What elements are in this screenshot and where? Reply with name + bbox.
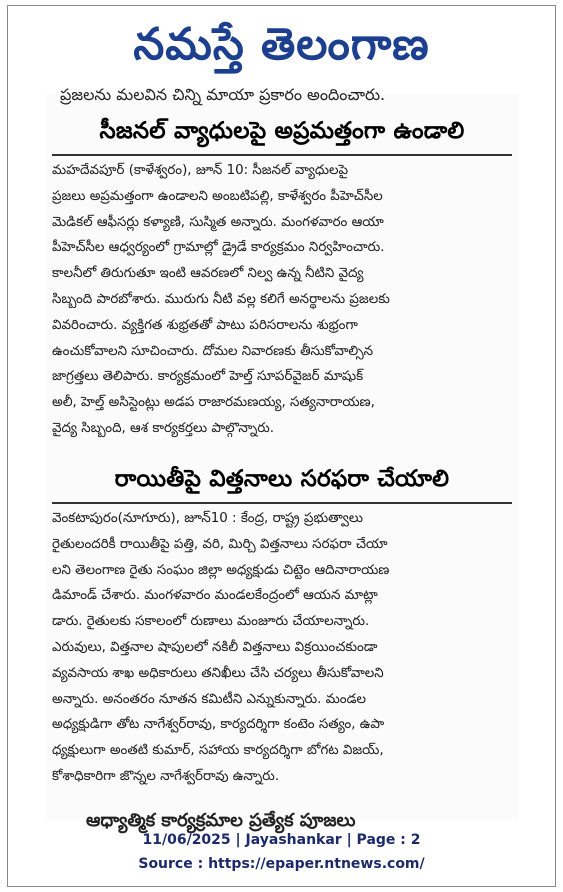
article-line: కోశాధికారిగా జొన్నల నాగేశ్వర్‌రావు ఉన్నారు. xyxy=(52,768,280,784)
masthead xyxy=(8,6,555,94)
article-line: జాగ్రత్తలు తెలిపారు. కార్యక్రమంలో హెల్త్ సూపర్‌వైజర్ మాషుక్ xyxy=(52,369,364,385)
article2-headline: రాయితీపై విత్తనాలు సరఫరా చేయాలి xyxy=(114,466,450,492)
news-clipping xyxy=(46,85,518,831)
article-line: రైతులందరికీ రాయితీపై పత్తి, వరి, మిర్చి విత్తనాలు సరఫరా చేయా xyxy=(52,536,388,552)
article-line: అన్నారు. అనంతరం నూతన కమిటీని ఎన్నుకున్నారు. మండల xyxy=(52,691,366,707)
article-line: సిబ్బంది పారబోశారు. మురుగు నీటి వల్ల కలిగే అనర్థాలను ప్రజలకు xyxy=(52,291,390,307)
article-line: మహదేవపూర్ (కాళేశ్వరం), జూన్ 10: సీజనల్ వ్యాధులపై xyxy=(52,163,348,178)
headline-divider xyxy=(52,154,512,156)
footer-date-line: 11/06/2025 | Jayashankar | Page : 2 xyxy=(142,832,421,848)
article-line: అధ్యక్షుడిగా తోట నాగేశ్వర్‌రావు, కార్యదర్శిగా కంటెం సత్యం, ఉపా xyxy=(52,717,385,733)
article-line: డిమాండ్ చేశారు. మంగళవారం మండలకేంద్రంలో ఆయన మాట్లా xyxy=(52,588,378,604)
clipping-cut-top xyxy=(46,85,518,112)
article-line: లని తెలంగాణ రైతు సంఘం జిల్లా అధ్యక్షుడు చిట్టెం ఆదినారాయణ xyxy=(52,562,390,578)
article-line: వివరించారు. వ్యక్తిగత శుభ్రతతో పాటు పరిసరాలను శుభ్రంగా xyxy=(52,317,358,333)
article1-headline: సీజనల్ వ్యాధులపై అప్రమత్తంగా ఉండాలి xyxy=(99,118,465,144)
article-line: వైద్య సిబ్బంది, ఆశ కార్యకర్తలు పాల్గొన్నారు. xyxy=(52,420,275,436)
article1-body xyxy=(52,158,512,442)
article-line: వ్యవసాయ శాఖ అధికారులు తనిఖీలు చేసి చర్యలు తీసుకోవాలని xyxy=(52,665,384,681)
newspaper-logo: నమస్తే తెలంగాణ xyxy=(133,19,430,70)
article-line: డారు. రైతులకు సకాలంలో రుణాలు మంజూరు చేయాలన్నారు. xyxy=(52,614,370,630)
article2-body xyxy=(52,506,512,790)
clipping-cut-bottom xyxy=(46,806,518,831)
article-line: ధ్యక్షులుగా అంతటి కుమార్, సహాయ కార్యదర్శిగా బోగట విజయ్, xyxy=(52,743,384,759)
article-line: కాలనీలో తిరుగుతూ ఇంటి ఆవరణలో నిల్వ ఉన్న నీటిని వైద్య xyxy=(52,266,364,282)
article-line: ఉంచుకోవాలని సూచించారు. దోమల నివారణకు తీసుకోవాల్సిన xyxy=(52,343,374,359)
cut-text-bottom: ఆధ్యాత్మిక కార్యక్రమాల ప్రత్యేక పూజలు xyxy=(86,810,356,831)
cut-text-top: ప్రజలను మలవిన చిన్ని మాయా ప్రకారం అందించారు. xyxy=(60,85,386,104)
article-line: ఎరువులు, విత్తనాల షాపులలో నకిలీ విత్తనాలు విక్రయించకుండా xyxy=(52,639,378,655)
article-line: అలీ, హెల్త్ అసిస్టెంట్లు అడప రాజారమణయ్య, సత్యనారాయణ, xyxy=(52,395,375,411)
article-line: మెడికల్ ఆఫీసర్లు కళ్యాణి, సుస్మిత అన్నారు. మంగళవారం ఆయా xyxy=(52,214,384,230)
headline-divider xyxy=(52,502,512,504)
article-line: ప్రజలు అప్రమత్తంగా ఉండాలని అంబటిపల్లి, కాళేశ్వరం పీహెచ్‌సీల xyxy=(52,188,383,204)
article-line: పీహెచ్‌సీల ఆధ్వర్యంలో గ్రామాల్లో డ్రైడే కార్యక్రమం నిర్వహించారు. xyxy=(52,240,385,256)
footer-source-line: Source : https://epaper.ntnews.com/ xyxy=(138,856,425,872)
page-frame xyxy=(7,5,556,887)
article-line: వెంకటాపురం(నూగూరు), జూన్10 : కేంద్ర, రాష్ట్ర ప్రభుత్వాలు xyxy=(52,511,364,526)
